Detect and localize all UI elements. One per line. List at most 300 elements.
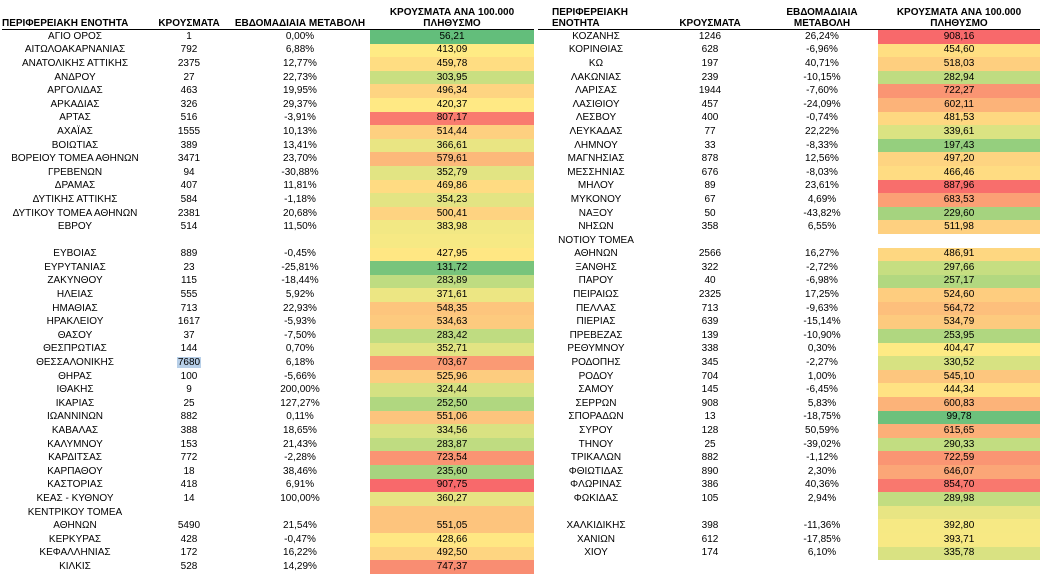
region-cell[interactable]: ΛΗΜΝΟΥ (574, 139, 618, 151)
region-cell[interactable]: ΑΡΓΟΛΙΔΑΣ (47, 85, 103, 97)
weekly-change-cell[interactable]: -0,74% (806, 112, 838, 124)
weekly-change-cell[interactable]: -30,88% (281, 166, 319, 178)
per-100k-cell[interactable] (370, 506, 534, 520)
per-100k-cell[interactable]: 545,10 (878, 370, 1040, 384)
weekly-change-cell[interactable]: -18,44% (281, 275, 319, 287)
per-100k-cell[interactable]: 459,78 (370, 57, 534, 71)
per-100k-cell[interactable]: 908,16 (878, 30, 1040, 44)
per-100k-cell[interactable]: 99,78 (878, 411, 1040, 425)
region-cell[interactable]: ΣΑΜΟΥ (578, 384, 614, 396)
weekly-change-cell[interactable]: -0,47% (284, 533, 316, 545)
cases-cell[interactable]: 1 (186, 30, 192, 42)
per-100k-cell[interactable]: 600,83 (878, 397, 1040, 411)
region-cell[interactable]: ΚΕΦΑΛΛΗΝΙΑΣ (39, 547, 111, 559)
weekly-change-cell[interactable]: 12,56% (805, 153, 839, 165)
region-cell[interactable]: ΜΑΓΝΗΣΙΑΣ (567, 153, 625, 165)
weekly-change-cell[interactable]: 2,30% (807, 465, 837, 477)
cases-cell[interactable]: 139 (701, 329, 719, 341)
region-cell[interactable]: ΠΡΕΒΕΖΑΣ (569, 329, 623, 341)
region-cell[interactable]: ΘΕΣΠΡΩΤΙΑΣ (43, 343, 107, 355)
region-cell[interactable]: ΙΩΑΝΝΙΝΩΝ (46, 411, 104, 423)
weekly-change-cell[interactable]: -18,75% (803, 411, 841, 423)
region-cell[interactable]: ΠΕΛΛΑΣ (575, 302, 617, 314)
weekly-change-cell[interactable]: -17,85% (803, 533, 841, 545)
cases-cell[interactable]: 628 (701, 44, 719, 56)
region-cell[interactable]: ΖΑΚΥΝΘΟΥ (47, 275, 103, 287)
cases-cell[interactable]: 89 (704, 180, 716, 192)
weekly-change-cell[interactable]: -25,81% (281, 261, 319, 273)
cases-cell[interactable]: 197 (701, 57, 719, 69)
region-cell[interactable]: ΑΝΔΡΟΥ (54, 71, 96, 83)
cases-cell[interactable]: 77 (704, 125, 716, 137)
weekly-change-cell[interactable]: -43,82% (803, 207, 841, 219)
cases-cell[interactable]: 174 (701, 547, 719, 559)
weekly-change-cell[interactable]: 11,50% (283, 221, 317, 233)
cases-cell[interactable]: 50 (704, 207, 716, 219)
weekly-change-cell[interactable]: 40,71% (805, 57, 839, 69)
cases-cell[interactable]: 33 (704, 139, 716, 151)
weekly-change-cell[interactable]: 6,18% (285, 357, 315, 369)
region-cell[interactable]: ΒΟΡΕΙΟΥ ΤΟΜΕΑ ΑΘΗΝΩΝ (11, 153, 139, 165)
weekly-change-cell[interactable]: -8,03% (806, 166, 838, 178)
weekly-change-cell[interactable]: 14,29% (283, 560, 317, 572)
weekly-change-cell[interactable]: -10,90% (803, 329, 841, 341)
region-cell[interactable]: ΝΟΤΙΟΥ ΤΟΜΕΑ (558, 234, 634, 246)
weekly-change-cell[interactable]: 18,65% (283, 425, 317, 437)
region-cell[interactable]: ΙΚΑΡΙΑΣ (55, 397, 95, 409)
per-100k-cell[interactable]: 496,34 (370, 84, 534, 98)
cases-cell[interactable]: 1246 (698, 30, 722, 42)
per-100k-cell[interactable] (878, 506, 1040, 520)
weekly-change-cell[interactable]: 23,70% (283, 153, 317, 165)
per-100k-cell[interactable]: 283,87 (370, 438, 534, 452)
region-cell[interactable]: ΤΡΙΚΑΛΩΝ (570, 452, 622, 464)
region-cell[interactable]: ΜΗΛΟΥ (577, 180, 615, 192)
weekly-change-cell[interactable] (230, 234, 370, 248)
weekly-change-cell[interactable]: -2,27% (806, 357, 838, 369)
cases-cell[interactable]: 9 (186, 384, 192, 396)
weekly-change-cell[interactable]: -1,12% (806, 452, 838, 464)
weekly-change-cell[interactable]: 200,00% (280, 384, 320, 396)
cases-cell[interactable]: 128 (701, 425, 719, 437)
region-cell[interactable]: ΧΙΟΥ (584, 547, 608, 559)
cases-cell[interactable]: 457 (701, 98, 719, 110)
per-100k-cell[interactable]: 534,63 (370, 315, 534, 329)
region-cell[interactable]: ΑΡΤΑΣ (59, 112, 91, 124)
weekly-change-cell[interactable]: 16,22% (283, 547, 317, 559)
weekly-change-cell[interactable]: 50,59% (805, 425, 839, 437)
weekly-change-cell[interactable]: 6,91% (285, 479, 315, 491)
weekly-change-cell[interactable]: 6,88% (285, 44, 315, 56)
cases-cell[interactable]: 2325 (698, 289, 722, 301)
per-100k-cell[interactable]: 56,21 (370, 30, 534, 44)
per-100k-cell[interactable]: 283,89 (370, 275, 534, 289)
per-100k-cell[interactable]: 492,50 (370, 547, 534, 561)
per-100k-cell[interactable]: 366,61 (370, 139, 534, 153)
cases-cell[interactable]: 100 (180, 370, 198, 382)
weekly-change-cell[interactable]: -11,36% (803, 520, 841, 532)
cases-cell[interactable]: 400 (701, 112, 719, 124)
weekly-change-cell[interactable]: 12,77% (283, 57, 317, 69)
per-100k-cell[interactable]: 360,27 (370, 492, 534, 506)
per-100k-cell[interactable]: 747,37 (370, 560, 534, 574)
per-100k-cell[interactable]: 854,70 (878, 479, 1040, 493)
weekly-change-cell[interactable]: 6,55% (807, 221, 837, 233)
weekly-change-cell[interactable]: 0,11% (286, 411, 314, 423)
per-100k-cell[interactable]: 500,41 (370, 207, 534, 221)
cases-cell[interactable]: 428 (180, 533, 198, 545)
weekly-change-cell[interactable]: 17,25% (805, 289, 839, 301)
weekly-change-cell[interactable]: 127,27% (280, 397, 320, 409)
weekly-change-cell[interactable]: 11,81% (283, 180, 317, 192)
region-cell[interactable]: ΛΑΡΙΣΑΣ (575, 85, 617, 97)
weekly-change-cell[interactable]: -39,02% (803, 438, 841, 450)
cases-cell[interactable]: 2381 (177, 207, 201, 219)
header-per-100k[interactable]: ΚΡΟΥΣΜΑΤΑ ΑΝΑ 100.000 ΠΛΗΘΥΣΜΟ (878, 4, 1040, 30)
cases-cell[interactable]: 516 (180, 112, 198, 124)
cases-cell[interactable]: 2375 (177, 57, 201, 69)
per-100k-cell[interactable]: 330,52 (878, 356, 1040, 370)
weekly-change-cell[interactable]: 22,93% (283, 302, 317, 314)
header-per-100k[interactable]: ΚΡΟΥΣΜΑΤΑ ΑΝΑ 100.000 ΠΛΗΘΥΣΜΟ (370, 4, 534, 30)
per-100k-cell[interactable]: 469,86 (370, 180, 534, 194)
per-100k-cell[interactable]: 235,60 (370, 465, 534, 479)
cases-cell[interactable]: 514 (180, 221, 198, 233)
cases-cell[interactable]: 13 (704, 411, 716, 423)
header-cases[interactable]: ΚΡΟΥΣΜΑΤΑ (654, 4, 766, 30)
per-100k-cell[interactable]: 907,75 (370, 479, 534, 493)
per-100k-cell[interactable]: 454,60 (878, 44, 1040, 58)
per-100k-cell[interactable]: 383,98 (370, 220, 534, 234)
cases-cell[interactable]: 407 (180, 180, 198, 192)
region-cell[interactable]: ΘΑΣΟΥ (57, 329, 93, 341)
region-cell[interactable]: ΚΟΡΙΝΘΙΑΣ (568, 44, 624, 56)
cases-cell[interactable]: 27 (183, 71, 195, 83)
weekly-change-cell[interactable]: 26,24% (805, 30, 839, 42)
cases-cell[interactable]: 389 (180, 139, 198, 151)
per-100k-cell[interactable]: 615,65 (878, 424, 1040, 438)
region-cell[interactable]: ΦΩΚΙΔΑΣ (573, 492, 619, 504)
weekly-change-cell[interactable]: -10,15% (803, 71, 841, 83)
header-region[interactable]: ΠΕΡΙΦΕΡΕΙΑΚΗ ΕΝΟΤΗΤΑ (2, 4, 148, 30)
region-cell[interactable]: ΑΝΑΤΟΛΙΚΗΣ ΑΤΤΙΚΗΣ (21, 57, 129, 69)
header-region[interactable]: ΠΕΡΙΦΕΡΕΙΑΚΗ ΕΝΟΤΗΤΑ (538, 4, 654, 30)
cases-cell[interactable]: 338 (701, 343, 719, 355)
cases-cell[interactable]: 172 (180, 547, 198, 559)
cases-cell[interactable]: 37 (183, 329, 195, 341)
per-100k-cell[interactable]: 354,23 (370, 193, 534, 207)
region-cell[interactable]: ΔΡΑΜΑΣ (54, 180, 96, 192)
per-100k-cell[interactable]: 511,98 (878, 220, 1040, 234)
per-100k-cell[interactable]: 514,44 (370, 125, 534, 139)
cases-cell[interactable]: 889 (180, 248, 198, 260)
cases-cell[interactable]: 14 (183, 492, 195, 504)
region-cell[interactable] (2, 234, 148, 248)
region-cell[interactable]: ΑΙΤΩΛΟΑΚΑΡΝΑΝΙΑΣ (24, 44, 126, 56)
cases-cell[interactable] (148, 506, 230, 520)
per-100k-cell[interactable]: 297,66 (878, 261, 1040, 275)
region-cell[interactable]: ΚΕΝΤΡΙΚΟΥ ΤΟΜΕΑ (27, 506, 123, 518)
region-cell[interactable]: ΚΑΡΠΑΘΟΥ (47, 465, 103, 477)
cases-cell[interactable]: 115 (181, 275, 197, 287)
per-100k-cell[interactable]: 466,46 (878, 166, 1040, 180)
weekly-change-cell[interactable]: 5,92% (285, 289, 315, 301)
cases-cell[interactable]: 772 (180, 452, 198, 464)
cases-cell[interactable]: 25 (704, 438, 716, 450)
per-100k-cell[interactable]: 352,71 (370, 343, 534, 357)
region-cell[interactable]: ΚΕΑΣ - ΚΥΘΝΟΥ (36, 492, 114, 504)
cases-cell[interactable]: 67 (704, 193, 716, 205)
per-100k-cell[interactable]: 497,20 (878, 152, 1040, 166)
weekly-change-cell[interactable]: 6,10% (807, 547, 837, 559)
cases-cell[interactable]: 326 (180, 98, 198, 110)
per-100k-cell[interactable]: 392,80 (878, 519, 1040, 533)
weekly-change-cell[interactable]: 5,83% (807, 397, 837, 409)
per-100k-cell[interactable]: 807,17 (370, 112, 534, 126)
per-100k-cell[interactable]: 602,11 (878, 98, 1040, 112)
region-cell[interactable] (538, 506, 654, 520)
weekly-change-cell[interactable]: -15,14% (803, 316, 841, 328)
cases-cell[interactable]: 1555 (177, 125, 201, 137)
cases-cell[interactable]: 882 (701, 452, 719, 464)
cases-cell[interactable]: 792 (180, 44, 198, 56)
region-cell[interactable]: ΡΟΔΟΥ (578, 370, 614, 382)
weekly-change-cell[interactable]: -2,72% (806, 261, 838, 273)
weekly-change-cell[interactable]: 13,41% (283, 139, 317, 151)
region-cell[interactable]: ΠΕΙΡΑΙΩΣ (573, 289, 619, 301)
cases-cell[interactable]: 676 (701, 166, 719, 178)
weekly-change-cell[interactable]: 1,00% (807, 370, 837, 382)
weekly-change-cell[interactable]: -0,45% (284, 248, 316, 260)
region-cell[interactable]: ΚΑΒΑΛΑΣ (51, 425, 99, 437)
region-cell[interactable]: ΞΑΝΘΗΣ (575, 261, 617, 273)
region-cell[interactable]: ΣΥΡΟΥ (579, 425, 613, 437)
cases-cell[interactable] (654, 506, 766, 520)
region-cell[interactable]: ΝΑΞΟΥ (578, 207, 614, 219)
region-cell[interactable]: ΓΡΕΒΕΝΩΝ (47, 166, 103, 178)
cases-cell[interactable]: 322 (701, 261, 719, 273)
region-cell[interactable]: ΑΘΗΝΩΝ (574, 248, 618, 260)
cases-cell[interactable]: 25 (183, 397, 195, 409)
cases-cell[interactable]: 1944 (698, 85, 722, 97)
cases-cell[interactable]: 386 (701, 479, 719, 491)
per-100k-cell[interactable]: 428,66 (370, 533, 534, 547)
weekly-change-cell[interactable]: 38,46% (283, 465, 317, 477)
region-cell[interactable]: ΣΠΟΡΑΔΩΝ (568, 411, 624, 423)
region-cell[interactable]: ΡΕΘΥΜΝΟΥ (567, 343, 625, 355)
region-cell[interactable]: ΠΙΕΡΙΑΣ (576, 316, 616, 328)
weekly-change-cell[interactable]: 21,54% (283, 520, 317, 532)
per-100k-cell[interactable]: 283,42 (370, 329, 534, 343)
region-cell[interactable]: ΦΘΙΩΤΙΔΑΣ (568, 465, 624, 477)
per-100k-cell[interactable]: 404,47 (878, 343, 1040, 357)
region-cell[interactable]: ΧΑΝΙΩΝ (576, 533, 616, 545)
cases-cell[interactable]: 612 (701, 533, 719, 545)
cases-cell[interactable]: 388 (180, 425, 198, 437)
per-100k-cell[interactable]: 683,53 (878, 193, 1040, 207)
cases-cell[interactable]: 3471 (177, 153, 201, 165)
region-cell[interactable]: ΣΕΡΡΩΝ (575, 397, 617, 409)
weekly-change-cell[interactable]: -7,50% (284, 329, 316, 341)
per-100k-cell[interactable]: 252,50 (370, 397, 534, 411)
weekly-change-cell[interactable]: 20,68% (283, 207, 317, 219)
region-cell[interactable]: ΦΛΩΡΙΝΑΣ (570, 479, 622, 491)
region-cell[interactable]: ΑΓΙΟ ΟΡΟΣ (48, 30, 102, 42)
weekly-change-cell[interactable]: -6,96% (806, 44, 838, 56)
weekly-change-cell[interactable]: -5,66% (284, 370, 316, 382)
region-cell[interactable]: ΚΑΛΥΜΝΟΥ (47, 438, 103, 450)
weekly-change-cell[interactable] (230, 506, 370, 520)
weekly-change-cell[interactable]: 10,13% (283, 125, 317, 137)
region-cell[interactable]: ΚΩ (588, 57, 604, 69)
weekly-change-cell[interactable]: 29,37% (283, 98, 317, 110)
cases-cell[interactable]: 704 (701, 370, 719, 382)
cases-cell[interactable]: 144 (180, 343, 198, 355)
region-cell[interactable]: ΛΑΣΙΘΙΟΥ (572, 98, 620, 110)
per-100k-cell[interactable]: 393,71 (878, 533, 1040, 547)
per-100k-cell[interactable]: 334,56 (370, 424, 534, 438)
cases-cell[interactable]: 890 (701, 465, 719, 477)
region-cell[interactable]: ΡΟΔΟΠΗΣ (571, 357, 621, 369)
region-cell[interactable]: ΘΗΡΑΣ (58, 370, 92, 382)
weekly-change-cell[interactable]: -6,98% (806, 275, 838, 287)
per-100k-cell[interactable]: 257,17 (878, 275, 1040, 289)
per-100k-cell[interactable]: 444,34 (878, 383, 1040, 397)
per-100k-cell[interactable]: 723,54 (370, 451, 534, 465)
per-100k-cell[interactable]: 420,37 (370, 98, 534, 112)
per-100k-cell[interactable]: 518,03 (878, 57, 1040, 71)
per-100k-cell[interactable]: 253,95 (878, 329, 1040, 343)
header-weekly-change[interactable]: ΕΒΔΟΜΑΔΙΑΙΑ ΜΕΤΑΒΟΛΗ (766, 4, 878, 30)
per-100k-cell[interactable]: 579,61 (370, 152, 534, 166)
region-cell[interactable]: ΛΑΚΩΝΙΑΣ (570, 71, 622, 83)
cases-cell[interactable]: 584 (180, 193, 198, 205)
region-cell[interactable]: ΒΟΙΩΤΙΑΣ (51, 139, 99, 151)
weekly-change-cell[interactable]: 22,22% (805, 125, 839, 137)
region-cell[interactable]: ΘΕΣΣΑΛΟΝΙΚΗΣ (36, 357, 114, 369)
per-100k-cell[interactable] (878, 234, 1040, 248)
region-cell[interactable]: ΚΑΣΤΟΡΙΑΣ (47, 479, 103, 491)
per-100k-cell[interactable]: 303,95 (370, 71, 534, 85)
weekly-change-cell[interactable]: -1,18% (284, 193, 316, 205)
cases-cell[interactable]: 908 (701, 397, 719, 409)
weekly-change-cell[interactable]: -8,33% (806, 139, 838, 151)
per-100k-cell[interactable]: 486,91 (878, 248, 1040, 262)
region-cell[interactable]: ΑΧΑΪΑΣ (57, 125, 93, 137)
region-cell[interactable]: ΛΕΥΚΑΔΑΣ (569, 125, 623, 137)
weekly-change-cell[interactable]: 23,61% (805, 180, 839, 192)
weekly-change-cell[interactable]: 40,36% (805, 479, 839, 491)
per-100k-cell[interactable]: 722,59 (878, 451, 1040, 465)
region-cell[interactable]: ΔΥΤΙΚΟΥ ΤΟΜΕΑ ΑΘΗΝΩΝ (12, 207, 138, 219)
weekly-change-cell[interactable]: -9,63% (806, 302, 838, 314)
cases-cell[interactable]: 528 (180, 560, 198, 572)
cases-cell[interactable]: 40 (704, 275, 716, 287)
cases-cell[interactable]: 105 (701, 492, 719, 504)
weekly-change-cell[interactable]: -2,28% (284, 452, 316, 464)
cases-cell[interactable] (148, 234, 230, 248)
per-100k-cell[interactable]: 339,61 (878, 125, 1040, 139)
cases-cell[interactable]: 345 (701, 357, 719, 369)
region-cell[interactable]: ΜΕΣΣΗΝΙΑΣ (567, 166, 625, 178)
cases-cell[interactable]: 5490 (177, 520, 201, 532)
weekly-change-cell[interactable] (766, 506, 878, 520)
per-100k-cell[interactable]: 564,72 (878, 302, 1040, 316)
region-cell[interactable]: ΕΥΡΥΤΑΝΙΑΣ (44, 261, 106, 273)
per-100k-cell[interactable]: 282,94 (878, 71, 1040, 85)
per-100k-cell[interactable]: 197,43 (878, 139, 1040, 153)
per-100k-cell[interactable]: 352,79 (370, 166, 534, 180)
per-100k-cell[interactable]: 427,95 (370, 248, 534, 262)
region-cell[interactable]: ΠΑΡΟΥ (578, 275, 614, 287)
per-100k-cell[interactable]: 646,07 (878, 465, 1040, 479)
region-cell[interactable]: ΧΑΛΚΙΔΙΚΗΣ (566, 520, 626, 532)
cases-cell[interactable]: 153 (180, 438, 198, 450)
cases-cell[interactable]: 94 (183, 166, 195, 178)
per-100k-cell[interactable]: 551,06 (370, 411, 534, 425)
region-cell[interactable]: ΔΥΤΙΚΗΣ ΑΤΤΙΚΗΣ (32, 193, 118, 205)
per-100k-cell[interactable]: 524,60 (878, 288, 1040, 302)
per-100k-cell[interactable]: 551,05 (370, 519, 534, 533)
cases-cell[interactable]: 882 (180, 411, 198, 423)
region-cell[interactable]: ΛΕΣΒΟΥ (575, 112, 617, 124)
region-cell[interactable]: ΗΛΕΙΑΣ (56, 289, 94, 301)
region-cell[interactable]: ΚΑΡΔΙΤΣΑΣ (48, 452, 102, 464)
region-cell[interactable]: ΕΒΡΟΥ (57, 221, 93, 233)
cases-cell[interactable]: 239 (701, 71, 719, 83)
cases-cell[interactable]: 18 (183, 465, 195, 477)
per-100k-cell[interactable] (370, 234, 534, 248)
region-cell[interactable]: ΑΡΚΑΔΙΑΣ (50, 98, 100, 110)
per-100k-cell[interactable]: 290,33 (878, 438, 1040, 452)
weekly-change-cell[interactable]: -24,09% (803, 98, 841, 110)
per-100k-cell[interactable]: 548,35 (370, 302, 534, 316)
region-cell[interactable]: ΚΕΡΚΥΡΑΣ (48, 533, 102, 545)
cases-cell[interactable]: 358 (701, 221, 719, 233)
header-weekly-change[interactable]: ΕΒΔΟΜΑΔΙΑΙΑ ΜΕΤΑΒΟΛΗ (230, 4, 370, 30)
per-100k-cell[interactable]: 525,96 (370, 370, 534, 384)
cases-cell[interactable]: 463 (180, 85, 198, 97)
header-cases[interactable]: ΚΡΟΥΣΜΑΤΑ (148, 4, 230, 30)
weekly-change-cell[interactable]: 19,95% (283, 85, 317, 97)
weekly-change-cell[interactable]: -5,93% (284, 316, 316, 328)
region-cell[interactable]: ΕΥΒΟΙΑΣ (53, 248, 97, 260)
per-100k-cell[interactable]: 413,09 (370, 44, 534, 58)
cases-cell[interactable]: 713 (701, 302, 719, 314)
cases-cell[interactable] (148, 356, 230, 370)
region-cell[interactable]: ΗΡΑΚΛΕΙΟΥ (46, 316, 104, 328)
per-100k-cell[interactable]: 324,44 (370, 383, 534, 397)
per-100k-cell[interactable]: 371,61 (370, 288, 534, 302)
weekly-change-cell[interactable]: 4,69% (807, 193, 837, 205)
region-cell[interactable]: ΜΥΚΟΝΟΥ (570, 193, 622, 205)
cases-cell[interactable]: 398 (701, 520, 719, 532)
per-100k-cell[interactable]: 335,78 (878, 547, 1040, 561)
per-100k-cell[interactable]: 289,98 (878, 492, 1040, 506)
cases-cell[interactable]: 418 (180, 479, 198, 491)
cases-cell[interactable]: 555 (180, 289, 198, 301)
weekly-change-cell[interactable]: -6,45% (806, 384, 838, 396)
weekly-change-cell[interactable]: 2,94% (807, 492, 837, 504)
per-100k-cell[interactable]: 481,53 (878, 112, 1040, 126)
cases-cell[interactable]: 145 (701, 384, 719, 396)
region-cell[interactable]: ΑΘΗΝΩΝ (53, 520, 97, 532)
weekly-change-cell[interactable]: -3,91% (284, 112, 316, 124)
per-100k-cell[interactable]: 534,79 (878, 315, 1040, 329)
per-100k-cell[interactable]: 229,60 (878, 207, 1040, 221)
per-100k-cell[interactable]: 722,27 (878, 84, 1040, 98)
region-cell[interactable]: ΤΗΝΟΥ (578, 438, 614, 450)
